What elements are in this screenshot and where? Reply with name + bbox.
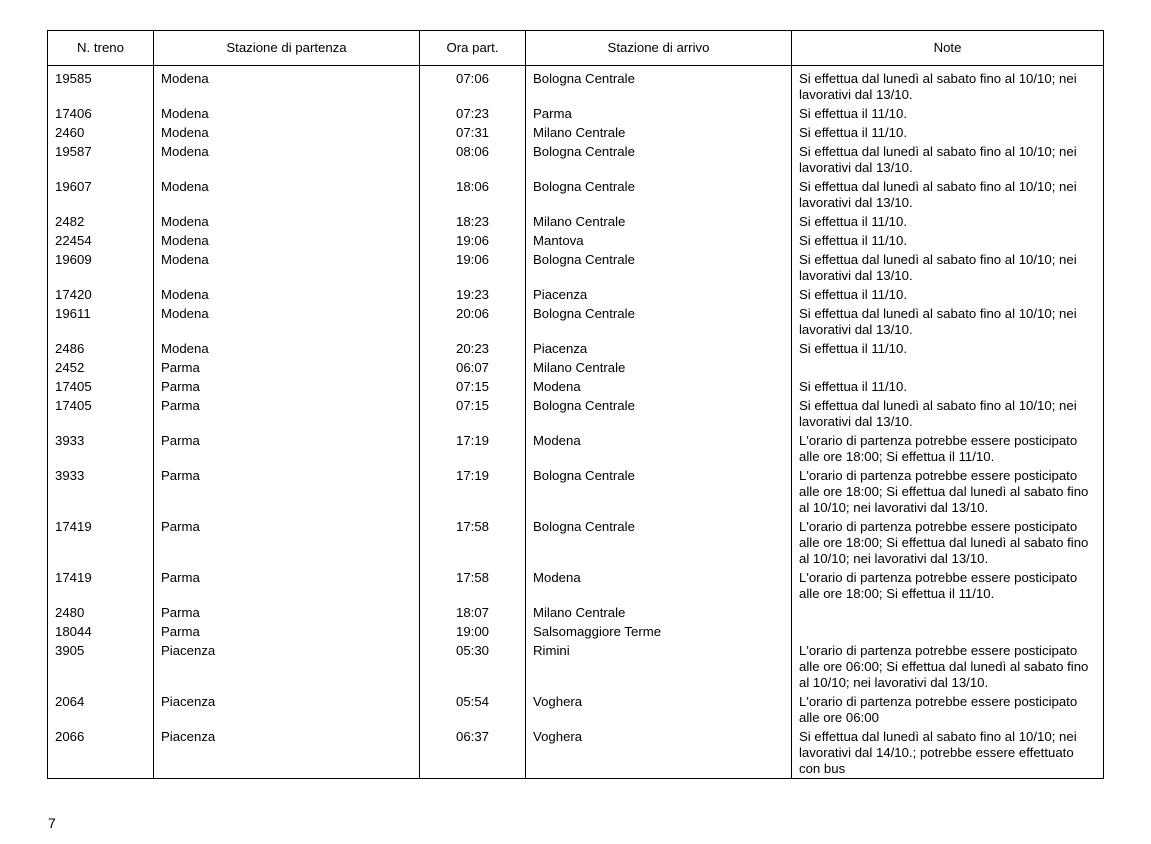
train-number-cell: 19587: [48, 142, 154, 177]
header-departure-time: Ora part.: [420, 31, 526, 66]
train-number-cell: 3933: [48, 466, 154, 517]
train-number-cell: 17405: [48, 377, 154, 396]
departure-time-cell: 19:06: [420, 250, 526, 285]
arrival-station-cell: Rimini: [526, 641, 792, 692]
header-train-number: N. treno: [48, 31, 154, 66]
train-number-cell: 19607: [48, 177, 154, 212]
train-number-cell: 2460: [48, 123, 154, 142]
departure-time-cell: 17:19: [420, 431, 526, 466]
arrival-station-cell: Modena: [526, 431, 792, 466]
arrival-station-cell: Modena: [526, 377, 792, 396]
arrival-station-cell: Modena: [526, 568, 792, 603]
arrival-station-cell: Milano Centrale: [526, 358, 792, 377]
departure-station-cell: Piacenza: [154, 641, 420, 692]
arrival-station-cell: Voghera: [526, 692, 792, 727]
departure-time-cell: 20:06: [420, 304, 526, 339]
train-number-cell: 17419: [48, 517, 154, 568]
table-row: [48, 250, 1104, 285]
departure-station-cell: Modena: [154, 123, 420, 142]
arrival-station-cell: Milano Centrale: [526, 123, 792, 142]
departure-station-cell: Parma: [154, 517, 420, 568]
arrival-station-cell: Mantova: [526, 231, 792, 250]
table-row: [48, 622, 1104, 641]
departure-time-cell: 06:07: [420, 358, 526, 377]
table-row: [48, 377, 1104, 396]
departure-time-cell: 07:06: [420, 66, 526, 105]
note-cell: Si effettua dal lunedì al sabato fino al 10/10; nei lavorativi dal 13/10.: [792, 250, 1104, 285]
table-row: [48, 304, 1104, 339]
note-cell: Si effettua dal lunedì al sabato fino al 10/10; nei lavorativi dal 13/10.: [792, 142, 1104, 177]
timetable-body: [48, 66, 1104, 779]
note-cell: L'orario di partenza potrebbe essere posticipato alle ore 18:00; Si effettua dal lunedì al sabato fino al 10/10; nei lavorativi dal 13/10.: [792, 517, 1104, 568]
table-row: [48, 231, 1104, 250]
departure-time-cell: 08:06: [420, 142, 526, 177]
header-notes: Note: [792, 31, 1104, 66]
arrival-station-cell: Bologna Centrale: [526, 517, 792, 568]
table-row: [48, 66, 1104, 105]
train-number-cell: 17419: [48, 568, 154, 603]
train-number-cell: 19585: [48, 66, 154, 105]
table-row: [48, 517, 1104, 568]
table-row: [48, 466, 1104, 517]
arrival-station-cell: Bologna Centrale: [526, 177, 792, 212]
note-cell: [792, 603, 1104, 622]
departure-time-cell: 07:31: [420, 123, 526, 142]
departure-time-cell: 06:37: [420, 727, 526, 779]
departure-time-cell: 19:23: [420, 285, 526, 304]
table-row: [48, 692, 1104, 727]
departure-station-cell: Piacenza: [154, 727, 420, 779]
departure-station-cell: Modena: [154, 339, 420, 358]
arrival-station-cell: Piacenza: [526, 339, 792, 358]
arrival-station-cell: Bologna Centrale: [526, 304, 792, 339]
departure-station-cell: Parma: [154, 622, 420, 641]
departure-time-cell: 07:15: [420, 377, 526, 396]
note-cell: L'orario di partenza potrebbe essere posticipato alle ore 06:00; Si effettua dal lunedì al sabato fino al 10/10; nei lavorativi dal 13/10.: [792, 641, 1104, 692]
table-row: [48, 285, 1104, 304]
departure-time-cell: 18:23: [420, 212, 526, 231]
header-arrival-station: Stazione di arrivo: [526, 31, 792, 66]
departure-station-cell: Parma: [154, 377, 420, 396]
header-row: [48, 31, 1104, 66]
table-row: [48, 358, 1104, 377]
departure-time-cell: 20:23: [420, 339, 526, 358]
note-cell: Si effettua dal lunedì al sabato fino al 10/10; nei lavorativi dal 13/10.: [792, 304, 1104, 339]
table-row: [48, 641, 1104, 692]
note-cell: Si effettua il 11/10.: [792, 339, 1104, 358]
page-number: 7: [48, 815, 56, 831]
train-number-cell: 17420: [48, 285, 154, 304]
arrival-station-cell: Bologna Centrale: [526, 66, 792, 105]
note-cell: L'orario di partenza potrebbe essere posticipato alle ore 18:00; Si effettua il 11/10.: [792, 431, 1104, 466]
arrival-station-cell: Salsomaggiore Terme: [526, 622, 792, 641]
table-row: [48, 396, 1104, 431]
note-cell: Si effettua dal lunedì al sabato fino al 10/10; nei lavorativi dal 14/10.; potrebbe essere effettuato con bus: [792, 727, 1104, 779]
train-number-cell: 22454: [48, 231, 154, 250]
train-number-cell: 17406: [48, 104, 154, 123]
departure-station-cell: Modena: [154, 285, 420, 304]
departure-time-cell: 18:07: [420, 603, 526, 622]
departure-station-cell: Modena: [154, 142, 420, 177]
train-number-cell: 17405: [48, 396, 154, 431]
departure-time-cell: 18:06: [420, 177, 526, 212]
note-cell: [792, 358, 1104, 377]
departure-time-cell: 19:00: [420, 622, 526, 641]
train-number-cell: 2482: [48, 212, 154, 231]
table-row: [48, 212, 1104, 231]
arrival-station-cell: Bologna Centrale: [526, 142, 792, 177]
arrival-station-cell: Bologna Centrale: [526, 250, 792, 285]
table-row: [48, 603, 1104, 622]
departure-time-cell: 17:58: [420, 517, 526, 568]
train-number-cell: 2064: [48, 692, 154, 727]
departure-time-cell: 05:30: [420, 641, 526, 692]
note-cell: Si effettua il 11/10.: [792, 285, 1104, 304]
table-row: [48, 123, 1104, 142]
note-cell: Si effettua il 11/10.: [792, 123, 1104, 142]
train-number-cell: 19611: [48, 304, 154, 339]
departure-station-cell: Modena: [154, 304, 420, 339]
train-number-cell: 3933: [48, 431, 154, 466]
arrival-station-cell: Piacenza: [526, 285, 792, 304]
departure-station-cell: Modena: [154, 231, 420, 250]
header-departure-station: Stazione di partenza: [154, 31, 420, 66]
train-number-cell: 19609: [48, 250, 154, 285]
table-row: [48, 431, 1104, 466]
arrival-station-cell: Milano Centrale: [526, 603, 792, 622]
departure-station-cell: Parma: [154, 396, 420, 431]
departure-time-cell: 07:23: [420, 104, 526, 123]
note-cell: Si effettua dal lunedì al sabato fino al 10/10; nei lavorativi dal 13/10.: [792, 396, 1104, 431]
departure-station-cell: Piacenza: [154, 692, 420, 727]
departure-time-cell: 19:06: [420, 231, 526, 250]
arrival-station-cell: Bologna Centrale: [526, 466, 792, 517]
train-number-cell: 3905: [48, 641, 154, 692]
note-cell: Si effettua il 11/10.: [792, 377, 1104, 396]
departure-station-cell: Modena: [154, 104, 420, 123]
departure-time-cell: 17:58: [420, 568, 526, 603]
note-cell: L'orario di partenza potrebbe essere posticipato alle ore 06:00: [792, 692, 1104, 727]
arrival-station-cell: Milano Centrale: [526, 212, 792, 231]
train-number-cell: 2486: [48, 339, 154, 358]
note-cell: Si effettua il 11/10.: [792, 231, 1104, 250]
departure-station-cell: Modena: [154, 66, 420, 105]
train-timetable: [47, 30, 1104, 779]
note-cell: Si effettua il 11/10.: [792, 104, 1104, 123]
departure-station-cell: Parma: [154, 358, 420, 377]
train-number-cell: 2452: [48, 358, 154, 377]
arrival-station-cell: Bologna Centrale: [526, 396, 792, 431]
departure-station-cell: Parma: [154, 568, 420, 603]
arrival-station-cell: Parma: [526, 104, 792, 123]
departure-time-cell: 05:54: [420, 692, 526, 727]
departure-station-cell: Parma: [154, 466, 420, 517]
table-row: [48, 104, 1104, 123]
table-row: [48, 727, 1104, 779]
train-number-cell: 18044: [48, 622, 154, 641]
departure-station-cell: Modena: [154, 177, 420, 212]
departure-time-cell: 07:15: [420, 396, 526, 431]
note-cell: Si effettua dal lunedì al sabato fino al 10/10; nei lavorativi dal 13/10.: [792, 66, 1104, 105]
note-cell: [792, 622, 1104, 641]
train-number-cell: 2480: [48, 603, 154, 622]
note-cell: Si effettua il 11/10.: [792, 212, 1104, 231]
departure-station-cell: Parma: [154, 603, 420, 622]
departure-time-cell: 17:19: [420, 466, 526, 517]
departure-station-cell: Parma: [154, 431, 420, 466]
train-number-cell: 2066: [48, 727, 154, 779]
note-cell: L'orario di partenza potrebbe essere posticipato alle ore 18:00; Si effettua dal lunedì al sabato fino al 10/10; nei lavorativi dal 13/10.: [792, 466, 1104, 517]
departure-station-cell: Modena: [154, 250, 420, 285]
table-row: [48, 339, 1104, 358]
table-row: [48, 568, 1104, 603]
table-row: [48, 142, 1104, 177]
table-row: [48, 177, 1104, 212]
departure-station-cell: Modena: [154, 212, 420, 231]
arrival-station-cell: Voghera: [526, 727, 792, 779]
note-cell: Si effettua dal lunedì al sabato fino al 10/10; nei lavorativi dal 13/10.: [792, 177, 1104, 212]
note-cell: L'orario di partenza potrebbe essere posticipato alle ore 18:00; Si effettua il 11/10.: [792, 568, 1104, 603]
